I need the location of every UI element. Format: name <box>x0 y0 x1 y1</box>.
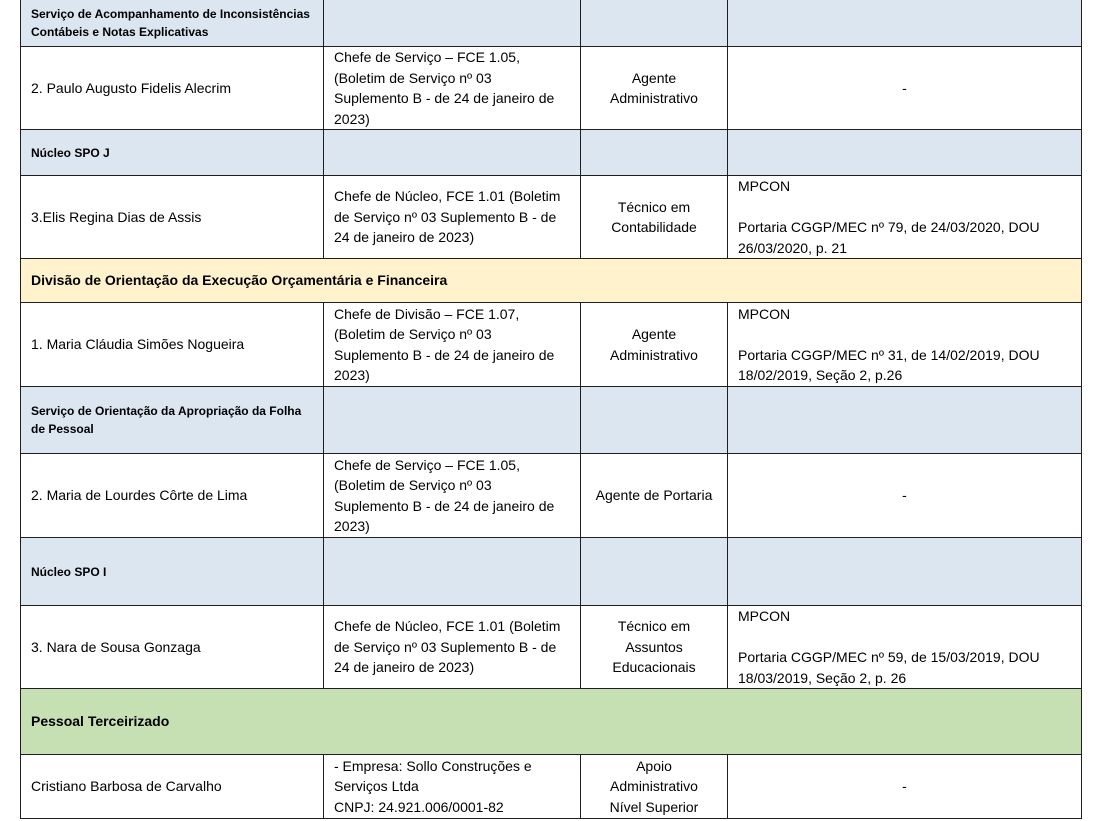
section-row <box>21 387 1082 454</box>
mpcon-cell <box>728 303 1082 387</box>
person-name: 2. Maria de Lourdes Côrte de Lima <box>21 454 324 538</box>
table-row <box>21 47 1082 130</box>
table-row <box>21 303 1082 387</box>
empty-cell <box>728 387 1082 454</box>
funcao-line: Assuntos <box>625 638 683 655</box>
spacer <box>738 627 1071 648</box>
person-name: 3. Nara de Sousa Gonzaga <box>21 606 324 689</box>
funcao-cell <box>581 176 728 259</box>
funcao-cell <box>581 47 728 130</box>
cargo-line: (Boletim de Serviço nº 03 <box>334 69 492 86</box>
cargo-line: 2023) <box>334 518 370 534</box>
empty-cell <box>581 0 728 47</box>
table-row <box>21 755 1082 819</box>
mpcon-line: 18/03/2019, Seção 2, p. 26 <box>738 669 907 686</box>
cargo-cell <box>324 176 581 259</box>
section-name-line: de Pessoal <box>31 422 94 436</box>
section-name: Núcleo SPO J <box>21 130 324 176</box>
funcao-line: Educacionais <box>612 659 696 676</box>
mpcon-cell: - <box>728 47 1082 130</box>
section-name <box>21 0 324 47</box>
cargo-line: Suplemento B - de 24 de janeiro de <box>334 497 555 514</box>
terceirizado-row <box>21 689 1082 755</box>
mpcon-line: Portaria CGGP/MEC nº 79, de 24/03/2020, DOU <box>738 219 1040 235</box>
terceirizado-title: Pessoal Terceirizado <box>21 689 1082 755</box>
person-name: 2. Paulo Augusto Fidelis Alecrim <box>21 47 324 130</box>
funcao-cell <box>581 606 728 689</box>
empty-cell <box>581 130 728 176</box>
section-row <box>21 0 1082 47</box>
section-row <box>21 538 1082 606</box>
mpcon-cell: - <box>728 755 1082 819</box>
empty-cell <box>324 538 581 606</box>
funcao-cell <box>581 755 728 819</box>
cargo-line: de Serviço nº 03 Suplemento B - de <box>334 208 557 225</box>
funcao-cell: Agente de Portaria <box>581 454 728 538</box>
cargo-cell <box>324 755 581 819</box>
empty-cell <box>728 130 1082 176</box>
empty-cell <box>324 387 581 454</box>
funcao-line: Administrativo <box>610 346 698 363</box>
mpcon-cell <box>728 606 1082 689</box>
mpcon-title: MPCON <box>738 178 791 194</box>
mpcon-line: Portaria CGGP/MEC nº 59, de 15/03/2019, DOU <box>738 649 1040 665</box>
table-row <box>21 454 1082 538</box>
person-name: 3.Elis Regina Dias de Assis <box>21 176 324 259</box>
funcao-line: Contabilidade <box>611 219 697 235</box>
staff-table <box>20 0 1082 819</box>
funcao-line: Nível Superior <box>609 798 699 815</box>
cargo-line: Chefe de Divisão – FCE 1.07, <box>334 305 520 322</box>
empty-cell <box>324 0 581 47</box>
funcao-line: Agente <box>631 69 677 86</box>
mpcon-cell <box>728 176 1082 259</box>
mpcon-cell: - <box>728 454 1082 538</box>
cargo-line: Chefe de Núcleo, FCE 1.01 (Boletim <box>334 188 561 205</box>
empty-cell <box>324 130 581 176</box>
cargo-line: Suplemento B - de 24 de janeiro de <box>334 90 555 106</box>
mpcon-title: MPCON <box>738 608 791 624</box>
cargo-cell <box>324 606 581 689</box>
empty-cell <box>728 538 1082 606</box>
cargo-line: 24 de janeiro de 2023) <box>334 659 475 676</box>
cargo-line: Chefe de Serviço – FCE 1.05, <box>334 456 520 473</box>
cargo-line: 2023) <box>334 110 370 127</box>
cargo-line: - Empresa: Sollo Construções e <box>334 757 532 774</box>
funcao-line: Técnico em <box>617 198 691 215</box>
funcao-line: Apoio <box>636 757 672 774</box>
cargo-cell <box>324 47 581 130</box>
section-name-text: Serviço de Acompanhamento de Inconsistências Contábeis e Notas Explicativas <box>31 6 310 39</box>
mpcon-line: Portaria CGGP/MEC nº 31, de 14/02/2019, DOU <box>738 346 1040 363</box>
funcao-line: Administrativo <box>610 90 698 106</box>
person-name: Cristiano Barbosa de Carvalho <box>21 755 324 819</box>
section-name-line: Serviço de Orientação da Apropriação da Folha <box>31 404 302 418</box>
section-name: Núcleo SPO I <box>21 538 324 606</box>
funcao-cell <box>581 303 728 387</box>
empty-cell <box>581 538 728 606</box>
funcao-line: Técnico em <box>617 618 691 635</box>
cargo-line: Serviços Ltda <box>334 778 419 795</box>
mpcon-title: MPCON <box>738 305 791 322</box>
cargo-line: 2023) <box>334 367 370 383</box>
funcao-line: Administrativo <box>610 778 698 795</box>
table-row <box>21 176 1082 259</box>
cargo-line: de Serviço nº 03 Suplemento B - de <box>334 638 557 655</box>
cargo-line: (Boletim de Serviço nº 03 <box>334 477 492 493</box>
cargo-cell <box>324 454 581 538</box>
cargo-line: CNPJ: 24.921.006/0001-82 <box>334 798 504 815</box>
cargo-line: 24 de janeiro de 2023) <box>334 229 475 246</box>
empty-cell <box>728 0 1082 47</box>
person-name: 1. Maria Cláudia Simões Nogueira <box>21 303 324 387</box>
division-name: Divisão de Orientação da Execução Orçamentária e Financeira <box>21 259 1082 303</box>
empty-cell <box>581 387 728 454</box>
cargo-line: Chefe de Serviço – FCE 1.05, <box>334 49 520 65</box>
funcao-line: Agente <box>631 326 677 342</box>
section-row <box>21 130 1082 176</box>
mpcon-line: 26/03/2020, p. 21 <box>738 239 847 256</box>
section-name <box>21 387 324 454</box>
cargo-cell <box>324 303 581 387</box>
cargo-line: Chefe de Núcleo, FCE 1.01 (Boletim <box>334 618 561 635</box>
spacer <box>738 324 1071 345</box>
mpcon-line: 18/02/2019, Seção 2, p.26 <box>738 367 903 383</box>
table-row <box>21 606 1082 689</box>
division-row <box>21 259 1082 303</box>
cargo-line: Suplemento B - de 24 de janeiro de <box>334 346 555 363</box>
spacer <box>738 197 1071 218</box>
cargo-line: (Boletim de Serviço nº 03 <box>334 326 492 342</box>
